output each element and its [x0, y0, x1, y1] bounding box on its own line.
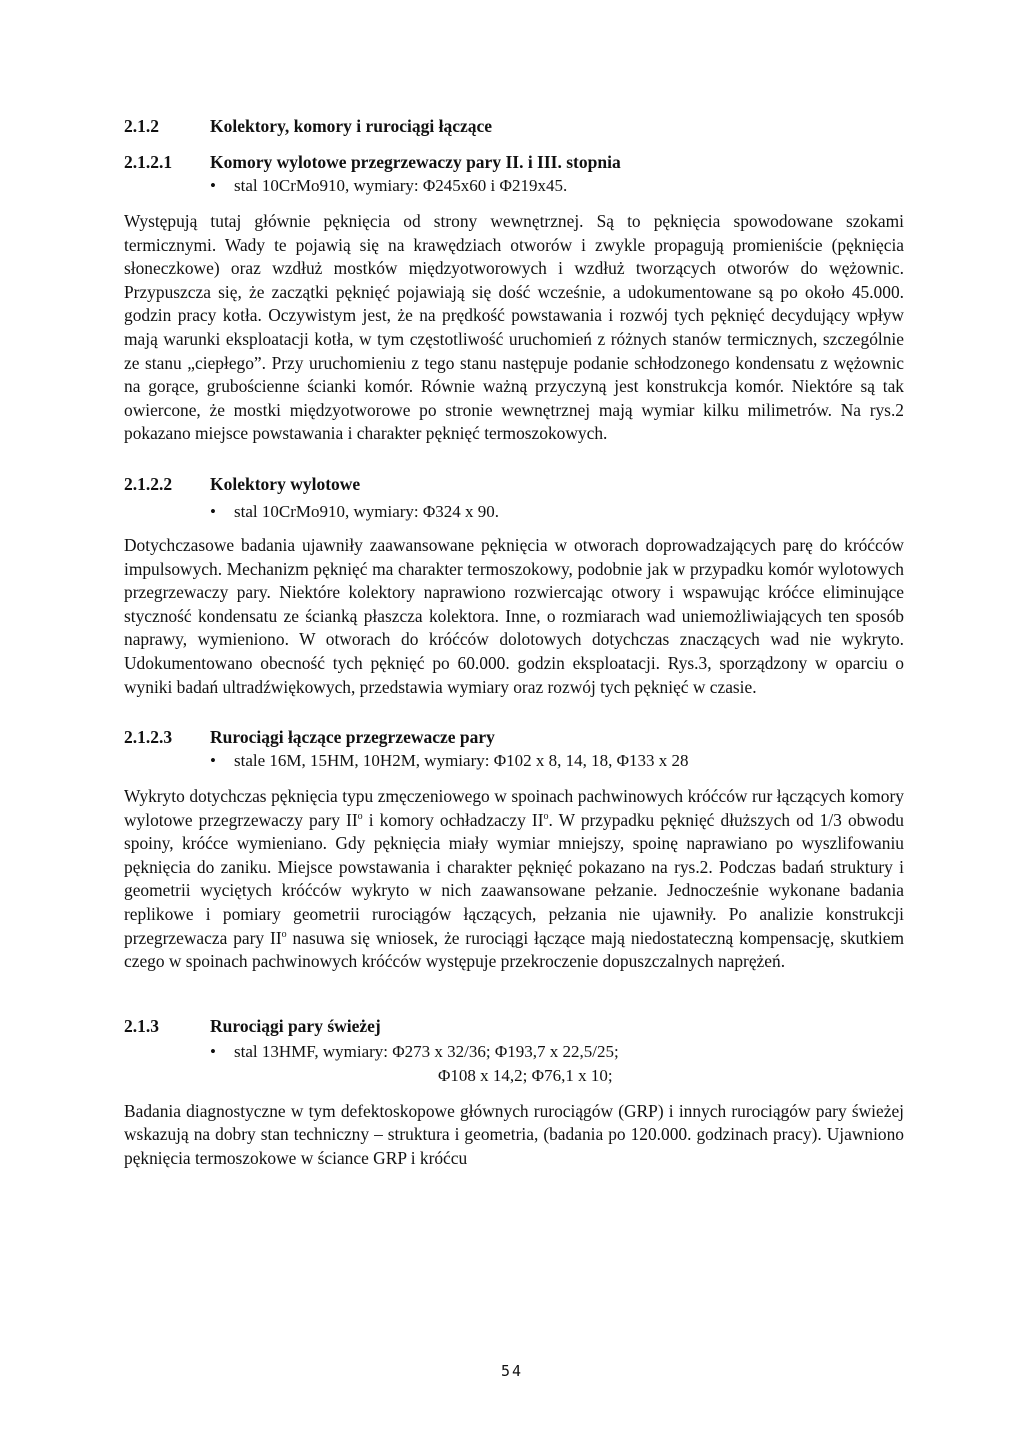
section-number: 2.1.2.3	[124, 727, 173, 748]
section-title: Kolektory wylotowe	[210, 473, 361, 494]
section-number: 2.1.2.1	[124, 152, 173, 172]
section-heading-2-1-2-1	[124, 150, 904, 174]
paragraph-text: Wykryto dotychczas pęknięcia typu zmęczeniowego w spoinach pachwinowych króćców rur łączących komory wylotowe przegrzewaczy pary II	[124, 786, 904, 830]
section-number: 2.1.2.2	[124, 473, 173, 494]
section-heading-2-1-2	[124, 114, 904, 138]
section-heading-2-1-2-2	[124, 472, 904, 496]
bullet-item: • stal 10CrMo910, wymiary: Φ324 x 90.	[124, 500, 904, 524]
paragraph-text: nasuwa się wniosek, że rurociągi łączące mają niedostateczną kompensację, skutkiem czego w spoinach pachwinowych króćców występuje przekroczenie dopuszczalnych naprężeń.	[124, 927, 904, 972]
section-number: 2.1.2	[124, 116, 159, 136]
paragraph-2-1-3: Badania diagnostyczne w tym defektoskopowe głównych rurociągów (GRP) i innych rurociągów pary świeżej wskazują na dobry stan techniczny – struktura i geometria, (badania po 120.000. godzinach pracy). Ujawniono pęknięcia termoszokowe w ściance GRP i króćcu	[124, 1100, 904, 1169]
section-heading-2-1-2-3	[124, 725, 904, 749]
paragraph-2-1-2-1: Występują tutaj głównie pęknięcia od strony wewnętrznej. Są to pęknięcia spowodowane szokami termicznymi. Wady te pojawią się na krawędziach otworów i zwykle propagują promieniście (pęknięcia słoneczkowe) oraz wzdłuż mostków międzyotworowych i wzdłuż tworzących otworów do wężownic. Przypuszcza się, że zaczątki pęknięć pojawiają się dość wcześnie, a udokumentowane są po około 45.000. godzin pracy kotła. Oczywistym jest, że na prędkość powstawania i rozwój tych pęknięć decydujący wpływ mają warunki eksploatacji kotła, w tym częstotliwość uruchomień z różnych stanów termicznych, szczególnie ze stanu „ciepłego”. Przy uruchomieniu z tego stanu następuje podanie schłodzonego kondensatu z wężownic na gorące, grubościenne ścianki komór. Równie ważną przyczyną jest konstrukcja komór. Niektóre są tak owiercone, że mostki międzyotworowe po stronie wewnętrznej mają wymiar kilku milimetrów. Na rys.2 pokazano miejsce powstawania i charakter pęknięć termoszokowych.	[124, 211, 904, 444]
paragraph-text: . W przypadku pęknięć dłuższych od 1/3 obwodu spoiny, króćce wymieniano. Gdy pęknięcia miały wymiar mniejszy, spoinę naprawiano po wyszlifowaniu pęknięcia do zaniku. Miejsce powstawania i charakter pęknięć pokazano na rys.2. Podczas badań struktury i geometrii wyciętych króćców wykryto w nich zaawansowane pełzanie. Jednocześnie wykonane badania replikowe i pomiary geometrii rurociągów łączących, pełzania nie ujawniły. Po analizie konstrukcji przegrzewacza pary II	[124, 809, 904, 948]
section-title: Rurociągi łączące przegrzewacze pary	[210, 727, 495, 748]
degree-mark: o	[281, 928, 287, 940]
section-heading-2-1-3	[124, 1014, 904, 1038]
page-number: 54	[500, 1362, 524, 1380]
paragraph-2-1-2-3	[124, 785, 904, 974]
section-title: Kolektory, komory i rurociągi łączące	[210, 116, 493, 136]
degree-mark: o	[543, 810, 549, 822]
bullet-item	[124, 1040, 904, 1088]
degree-mark: o	[357, 810, 363, 822]
bullet-line-continuation: Φ108 x 14,2; Φ76,1 x 10;	[438, 1065, 613, 1085]
section-title: Rurociągi pary świeżej	[210, 1015, 381, 1036]
paragraph-text: i komory ochładzaczy II	[362, 809, 544, 830]
section-number: 2.1.3	[124, 1015, 159, 1036]
bullet-line: stal 13HMF, wymiary: Φ273 x 32/36; Φ193,7 x 22,5/25;	[234, 1041, 619, 1061]
document-page	[124, 114, 904, 1171]
paragraph-2-1-2-2: Dotychczasowe badania ujawniły zaawansowane pęknięcia w otworach doprowadzających parę do króćców impulsowych. Mechanizm pęknięć ma charakter termoszokowy, podobnie jak w przypadku komór wylotowych przegrzewaczy pary. Niektóre kolektory naprawiono rozwiercając otwory i wspawując króćce eliminujące styczność kondensatu ze ścianką płaszcza kolektora. Inne, o rozmiarach wad uniemożliwiających ten sposób naprawy, wymieniono. W otworach do króćców dolotowych dotychczas znaczących wad nie wykryto. Udokumentowano obecność tych pęknięć po 60.000. godzin eksploatacji. Rys.3, sporządzony w oparciu o wyniki badań ultradźwiękowych, przedstawia wymiary oraz rozwój tych pęknięć w czasie.	[124, 534, 904, 697]
section-title: Komory wylotowe przegrzewaczy pary II. i III. stopnia	[210, 152, 621, 172]
bullet-item: • stal 10CrMo910, wymiary: Φ245x60 i Φ219x45.	[124, 174, 904, 198]
bullet-item: • stale 16M, 15HM, 10H2M, wymiary: Φ102 x 8, 14, 18, Φ133 x 28	[124, 749, 904, 773]
